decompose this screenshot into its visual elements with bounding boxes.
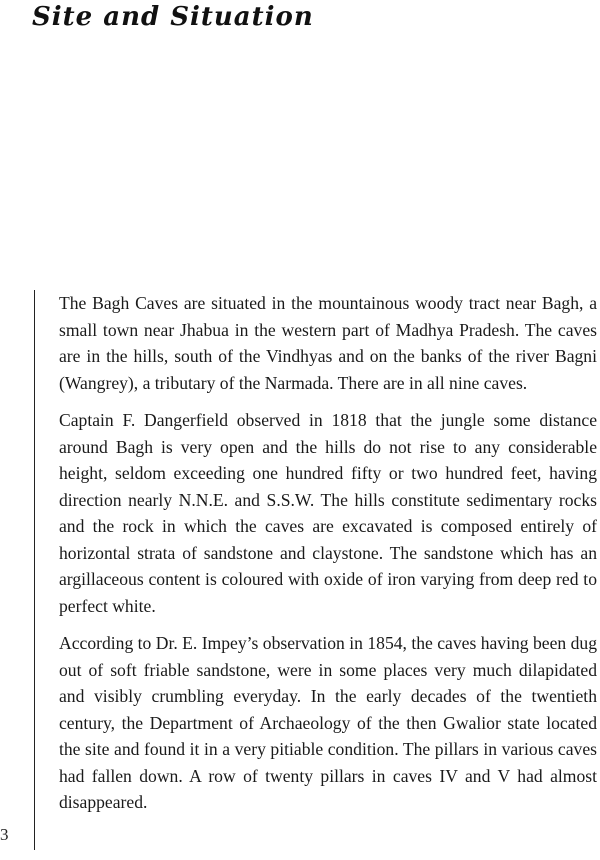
page-title: Site and Situation — [32, 2, 314, 32]
page-number: 3 — [0, 825, 9, 844]
margin-rule — [34, 290, 35, 850]
paragraph-1: The Bagh Caves are situated in the mountainous woody tract near Bagh, a small town near Jhabua in the western part of Madhya Pradesh. The caves are in the hills, south of the Vindhyas and on the banks of the river Bagni (Wangrey), a tributary of the Narmada. There are in all nine caves. — [59, 293, 597, 393]
body-text — [59, 290, 597, 827]
paragraph-3: According to Dr. E. Impey’s observation in 1854, the caves having been dug out of soft friable sandstone, were in some places very much dilapidated and visibly crumbling everyday. In the early decades of the twentieth century, the Department of Archaeology of the then Gwalior state located the site and found it in a very pitiable condition. The pillars in various caves had fallen down. A row of twenty pillars in caves IV and V had almost disappeared. — [59, 633, 597, 812]
paragraph-2: Captain F. Dangerfield observed in 1818 that the jungle some distance around Bagh is very open and the hills do not rise to any considerable height, seldom exceeding one hundred fifty or two hundred feet, having direction nearly N.N.E. and S.S.W. The hills constitute sedimentary rocks and the rock in which the caves are excavated is composed entirely of horizontal strata of sandstone and claystone. The sandstone which has an argillaceous content is coloured with oxide of iron varying from deep red to perfect white. — [59, 410, 597, 616]
